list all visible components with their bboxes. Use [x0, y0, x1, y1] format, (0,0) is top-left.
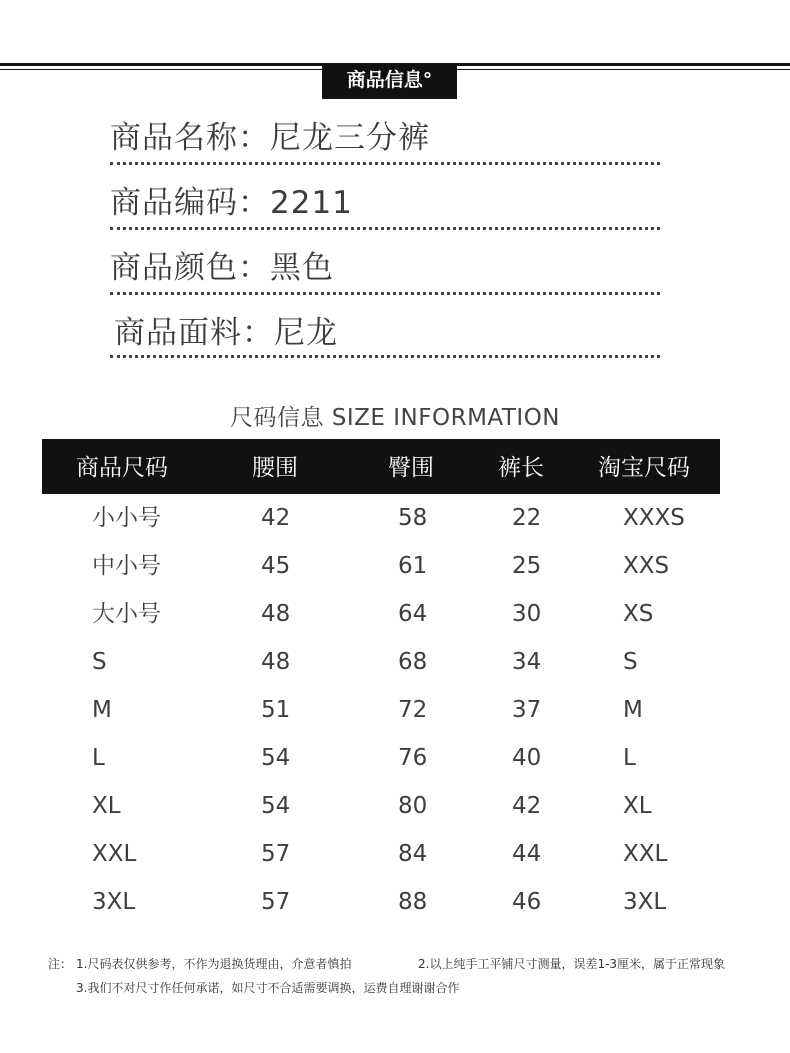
cell-size: M — [92, 697, 112, 723]
size-table-header — [42, 439, 720, 494]
cell-hip: 68 — [398, 649, 428, 675]
dotted-divider — [110, 162, 660, 165]
product-color-row — [110, 242, 670, 287]
cell-length: 22 — [512, 505, 542, 531]
table-row — [0, 830, 790, 878]
table-row — [0, 542, 790, 590]
product-fabric-row — [114, 307, 674, 352]
cell-taobao-size: S — [623, 649, 638, 675]
cell-hip: 88 — [398, 889, 428, 915]
cell-hip: 72 — [398, 697, 428, 723]
product-name-text — [110, 112, 670, 157]
cell-hip: 76 — [398, 745, 428, 771]
cell-length: 34 — [512, 649, 542, 675]
cell-taobao-size: XXL — [623, 841, 668, 867]
cell-length: 42 — [512, 793, 542, 819]
notes-prefix: 注： — [48, 957, 73, 971]
cell-waist: 57 — [261, 889, 291, 915]
table-row — [0, 590, 790, 638]
cell-waist: 42 — [261, 505, 291, 531]
product-color-label: 商品颜色： — [110, 250, 270, 286]
cell-waist: 54 — [261, 793, 291, 819]
cell-size: 大小号 — [92, 601, 161, 627]
cell-length: 44 — [512, 841, 542, 867]
cell-size: 小小号 — [92, 505, 161, 531]
cell-hip: 58 — [398, 505, 428, 531]
size-section-title: 尺码信息 SIZE INFORMATION — [229, 405, 561, 431]
table-row — [0, 782, 790, 830]
cell-taobao-size: XXS — [623, 553, 670, 579]
cell-size: 中小号 — [92, 553, 161, 579]
cell-hip: 64 — [398, 601, 428, 627]
product-code-label: 商品编码： — [110, 185, 270, 221]
product-info-header-tab: 商品信息° — [322, 63, 457, 99]
note-1: 1.尺码表仅供参考，不作为退换货理由，介意者慎拍 — [76, 957, 352, 971]
product-code-row — [110, 177, 670, 222]
column-header-taobao-size: 淘宝尺码 — [598, 455, 690, 481]
product-fabric-value: 尼龙 — [274, 315, 338, 351]
cell-hip: 61 — [398, 553, 428, 579]
table-row — [0, 686, 790, 734]
cell-length: 30 — [512, 601, 542, 627]
product-name-label: 商品名称： — [110, 120, 270, 156]
cell-waist: 54 — [261, 745, 291, 771]
column-header-length: 裤长 — [498, 455, 544, 481]
cell-hip: 84 — [398, 841, 428, 867]
table-row — [0, 878, 790, 926]
cell-length: 46 — [512, 889, 542, 915]
cell-size: S — [92, 649, 107, 675]
dotted-divider — [110, 355, 660, 358]
cell-length: 40 — [512, 745, 542, 771]
cell-size: XL — [92, 793, 121, 819]
table-row — [0, 494, 790, 542]
column-header-size: 商品尺码 — [76, 455, 168, 481]
cell-waist: 48 — [261, 601, 291, 627]
cell-taobao-size: 3XL — [623, 889, 667, 915]
note-2: 2.以上纯手工平铺尺寸测量，误差1-3厘米，属于正常现象 — [418, 957, 726, 971]
product-fabric-text — [114, 307, 674, 352]
table-row — [0, 734, 790, 782]
product-name-value: 尼龙三分裤 — [270, 120, 430, 156]
cell-waist: 45 — [261, 553, 291, 579]
product-name-row — [110, 112, 670, 157]
column-header-waist: 腰围 — [252, 455, 298, 481]
product-code-text — [110, 177, 670, 222]
cell-size: 3XL — [92, 889, 136, 915]
table-row — [0, 638, 790, 686]
cell-length: 37 — [512, 697, 542, 723]
cell-waist: 48 — [261, 649, 291, 675]
product-fabric-label: 商品面料： — [114, 315, 274, 351]
cell-taobao-size: XXXS — [623, 505, 685, 531]
cell-size: XXL — [92, 841, 137, 867]
column-header-hip: 臀围 — [388, 455, 434, 481]
cell-waist: 57 — [261, 841, 291, 867]
cell-size: L — [92, 745, 105, 771]
note-3: 3.我们不对尺寸作任何承诺，如尺寸不合适需要调换，运费自理谢谢合作 — [76, 981, 460, 995]
cell-taobao-size: L — [623, 745, 636, 771]
cell-taobao-size: M — [623, 697, 643, 723]
cell-taobao-size: XS — [623, 601, 654, 627]
product-color-text — [110, 242, 670, 287]
dotted-divider — [110, 227, 660, 230]
cell-waist: 51 — [261, 697, 291, 723]
cell-length: 25 — [512, 553, 542, 579]
product-color-value: 黑色 — [270, 250, 334, 286]
cell-taobao-size: XL — [623, 793, 652, 819]
product-code-value: 2211 — [270, 185, 353, 221]
dotted-divider — [110, 292, 660, 295]
cell-hip: 80 — [398, 793, 428, 819]
